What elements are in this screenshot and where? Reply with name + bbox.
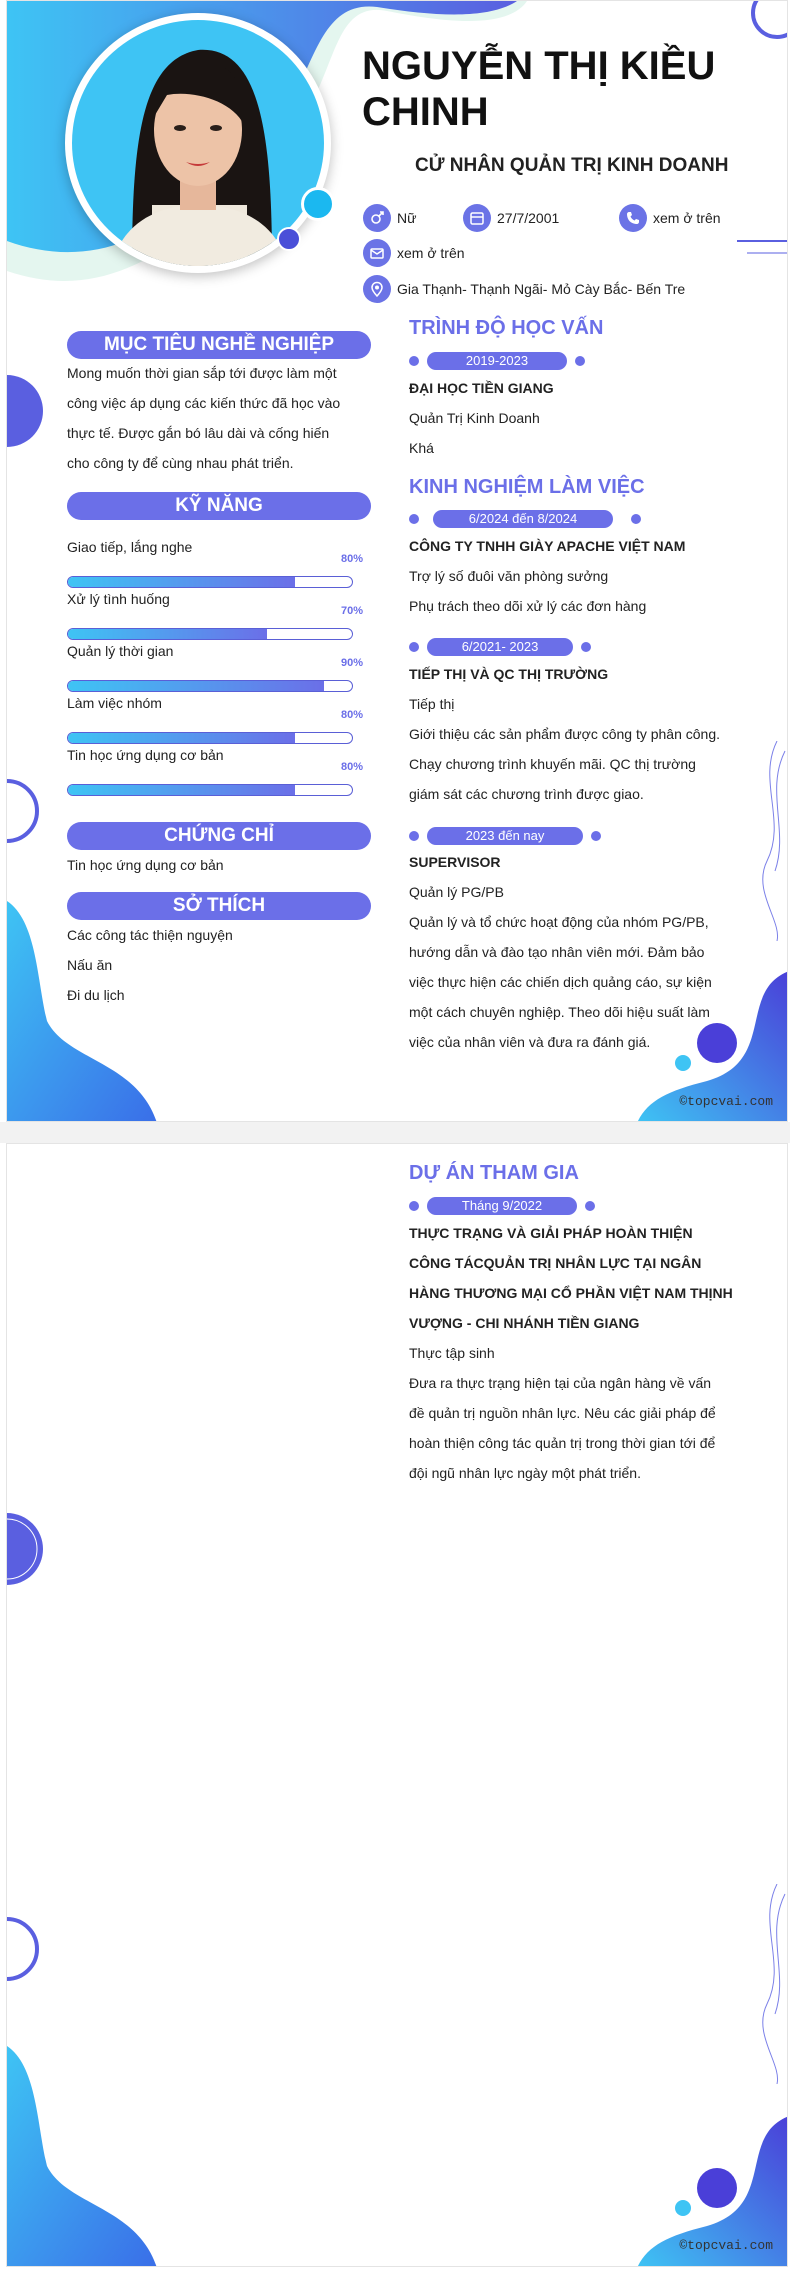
- job-line: Giới thiệu các sản phẩm được công ty phân công.: [409, 726, 721, 742]
- dob-info: [463, 204, 559, 232]
- skill-progress-bar: [67, 732, 353, 744]
- gender-info: [363, 204, 416, 232]
- job-line: Quản lý PG/PB: [409, 884, 504, 900]
- mail-icon: [363, 239, 391, 267]
- watermark: ©topcvai.com: [679, 2238, 773, 2253]
- job-line: việc của nhân viên và đưa ra đánh giá.: [409, 1034, 651, 1050]
- project-role: Thực tập sinh: [409, 1345, 495, 1361]
- page-gap: [0, 1122, 790, 1143]
- hobbies-heading: SỞ THÍCH: [67, 892, 371, 920]
- skill-label: Giao tiếp, lắng nghe: [67, 539, 193, 555]
- project-title-line: CÔNG TÁCQUẢN TRỊ NHÂN LỰC TẠI NGÂN: [409, 1255, 702, 1271]
- job-line: giám sát các chương trình được giao.: [409, 786, 644, 802]
- skill-percent: 80%: [341, 761, 364, 773]
- job-period: 6/2024 đến 8/2024: [433, 510, 613, 528]
- dob-value: 27/7/2001: [497, 210, 560, 226]
- left-circle-decoration: [7, 361, 47, 461]
- education-grade: Khá: [409, 440, 434, 456]
- project-line: đội ngũ nhân lực ngày một phát triển.: [409, 1465, 641, 1481]
- experience-heading: KINH NGHIỆM LÀM VIỆC: [409, 476, 645, 498]
- left-ring-decoration: [7, 1909, 47, 1989]
- education-period-row: [409, 352, 589, 370]
- skill-percent: 80%: [341, 709, 364, 721]
- skill-progress-fill: [68, 733, 295, 743]
- skill-progress-bar: [67, 680, 353, 692]
- skill-label: Quản lý thời gian: [67, 643, 174, 659]
- skill-progress-fill: [68, 577, 295, 587]
- bottom-left-blob-decoration: [7, 2046, 167, 2267]
- job-company: SUPERVISOR: [409, 854, 501, 870]
- cv-page-2: [6, 1143, 788, 2267]
- cv-page-1: [6, 0, 788, 1122]
- project-title-line: HÀNG THƯƠNG MẠI CỔ PHẦN VIỆT NAM THỊNH: [409, 1285, 733, 1301]
- objective-line: thực tế. Được gắn bó lâu dài và cống hiến: [67, 425, 330, 441]
- skill-label: Xử lý tình huống: [67, 591, 170, 607]
- skill-progress-bar: [67, 576, 353, 588]
- phone-info: [619, 204, 721, 232]
- project-line: Đưa ra thực trạng hiện tại của ngân hàng về vấn: [409, 1375, 712, 1391]
- projects-heading: DỰ ÁN THAM GIA: [409, 1162, 579, 1184]
- email-value: xem ở trên: [397, 245, 465, 261]
- hobby-item: Nấu ăn: [67, 957, 113, 973]
- project-title-line: THỰC TRẠNG VÀ GIẢI PHÁP HOÀN THIỆN: [409, 1225, 693, 1241]
- phone-value: xem ở trên: [653, 210, 721, 226]
- certificates-heading: CHỨNG CHỈ: [67, 822, 371, 850]
- right-wave-decoration: [747, 741, 788, 941]
- left-half-circle-decoration: [7, 1494, 47, 1604]
- skill-label: Làm việc nhóm: [67, 695, 162, 711]
- job-period: 6/2021- 2023: [427, 638, 573, 656]
- school-name: ĐẠI HỌC TIỀN GIANG: [409, 380, 554, 396]
- education-period: 2019-2023: [427, 352, 567, 370]
- objective-line: Mong muốn thời gian sắp tới được làm một: [67, 365, 337, 381]
- job-period: 2023 đến nay: [427, 827, 583, 845]
- job-period-row: [409, 638, 599, 656]
- job-period-row: [409, 510, 649, 528]
- project-period-row: [409, 1197, 599, 1215]
- job-line: Quản lý và tổ chức hoạt động của nhóm PG/PB,: [409, 914, 709, 930]
- skills-heading: KỸ NĂNG: [67, 492, 371, 520]
- candidate-title: CỬ NHÂN QUẢN TRỊ KINH DOANH: [415, 155, 729, 176]
- job-line: hướng dẫn và đào tạo nhân viên mới. Đảm bảo: [409, 944, 705, 960]
- job-line: Tiếp thị: [409, 696, 455, 712]
- job-line: một cách chuyên nghiệp. Theo dõi hiệu suất làm: [409, 1004, 710, 1020]
- phone-icon: [619, 204, 647, 232]
- job-line: Trợ lý số đuôi văn phòng sưởng: [409, 568, 609, 584]
- job-line: Chạy chương trình khuyến mãi. QC thị trường: [409, 756, 696, 772]
- job-line: Phụ trách theo dõi xử lý các đơn hàng: [409, 598, 647, 614]
- right-wave-decoration: [747, 1884, 788, 2084]
- job-period-row: [409, 827, 609, 845]
- location-icon: [363, 275, 391, 303]
- skill-progress-fill: [68, 681, 324, 691]
- photo-decoration-dot-cyan: [301, 187, 335, 221]
- email-info: [363, 239, 465, 267]
- job-company: CÔNG TY TNHH GIÀY APACHE VIỆT NAM: [409, 538, 686, 554]
- education-heading: TRÌNH ĐỘ HỌC VẤN: [409, 317, 604, 339]
- project-title-line: VƯỢNG - CHI NHÁNH TIỀN GIANG: [409, 1315, 640, 1331]
- job-company: TIẾP THỊ VÀ QC THỊ TRƯỜNG: [409, 666, 609, 682]
- candidate-name: NGUYỄN THỊ KIỀU CHINH: [362, 44, 716, 134]
- job-line: việc thực hiện các chiến dịch quảng cáo, sự kiện: [409, 974, 712, 990]
- objective-line: công việc áp dụng các kiến thức đã học vào: [67, 395, 341, 411]
- skill-percent: 70%: [341, 605, 364, 617]
- gender-icon: [363, 204, 391, 232]
- left-ring-decoration: [7, 771, 47, 851]
- skill-progress-bar: [67, 784, 353, 796]
- objective-heading: MỤC TIÊU NGHỀ NGHIỆP: [67, 331, 371, 359]
- skill-progress-fill: [68, 629, 267, 639]
- calendar-icon: [463, 204, 491, 232]
- address-value: Gia Thạnh- Thạnh Ngãi- Mỏ Cày Bắc- Bến Tre: [397, 281, 686, 297]
- address-info: [363, 275, 685, 303]
- skill-percent: 80%: [341, 553, 364, 565]
- education-major: Quản Trị Kinh Doanh: [409, 410, 540, 426]
- project-line: hoàn thiện công tác quản trị trong thời gian tới để: [409, 1435, 716, 1451]
- skill-progress-fill: [68, 785, 295, 795]
- skill-progress-bar: [67, 628, 353, 640]
- hobby-item: Đi du lịch: [67, 987, 125, 1003]
- gender-value: Nữ: [397, 210, 417, 226]
- skill-percent: 90%: [341, 657, 364, 669]
- objective-line: cho công ty để cùng nhau phát triển.: [67, 455, 294, 471]
- photo-decoration-dot-blue: [277, 227, 301, 251]
- project-period: Tháng 9/2022: [427, 1197, 577, 1215]
- certificate-item: Tin học ứng dụng cơ bản: [67, 857, 224, 873]
- watermark: ©topcvai.com: [679, 1094, 773, 1109]
- hobby-item: Các công tác thiện nguyện: [67, 927, 233, 943]
- project-line: đề quản trị nguồn nhân lực. Nêu các giải pháp để: [409, 1405, 716, 1421]
- skill-label: Tin học ứng dụng cơ bản: [67, 747, 224, 763]
